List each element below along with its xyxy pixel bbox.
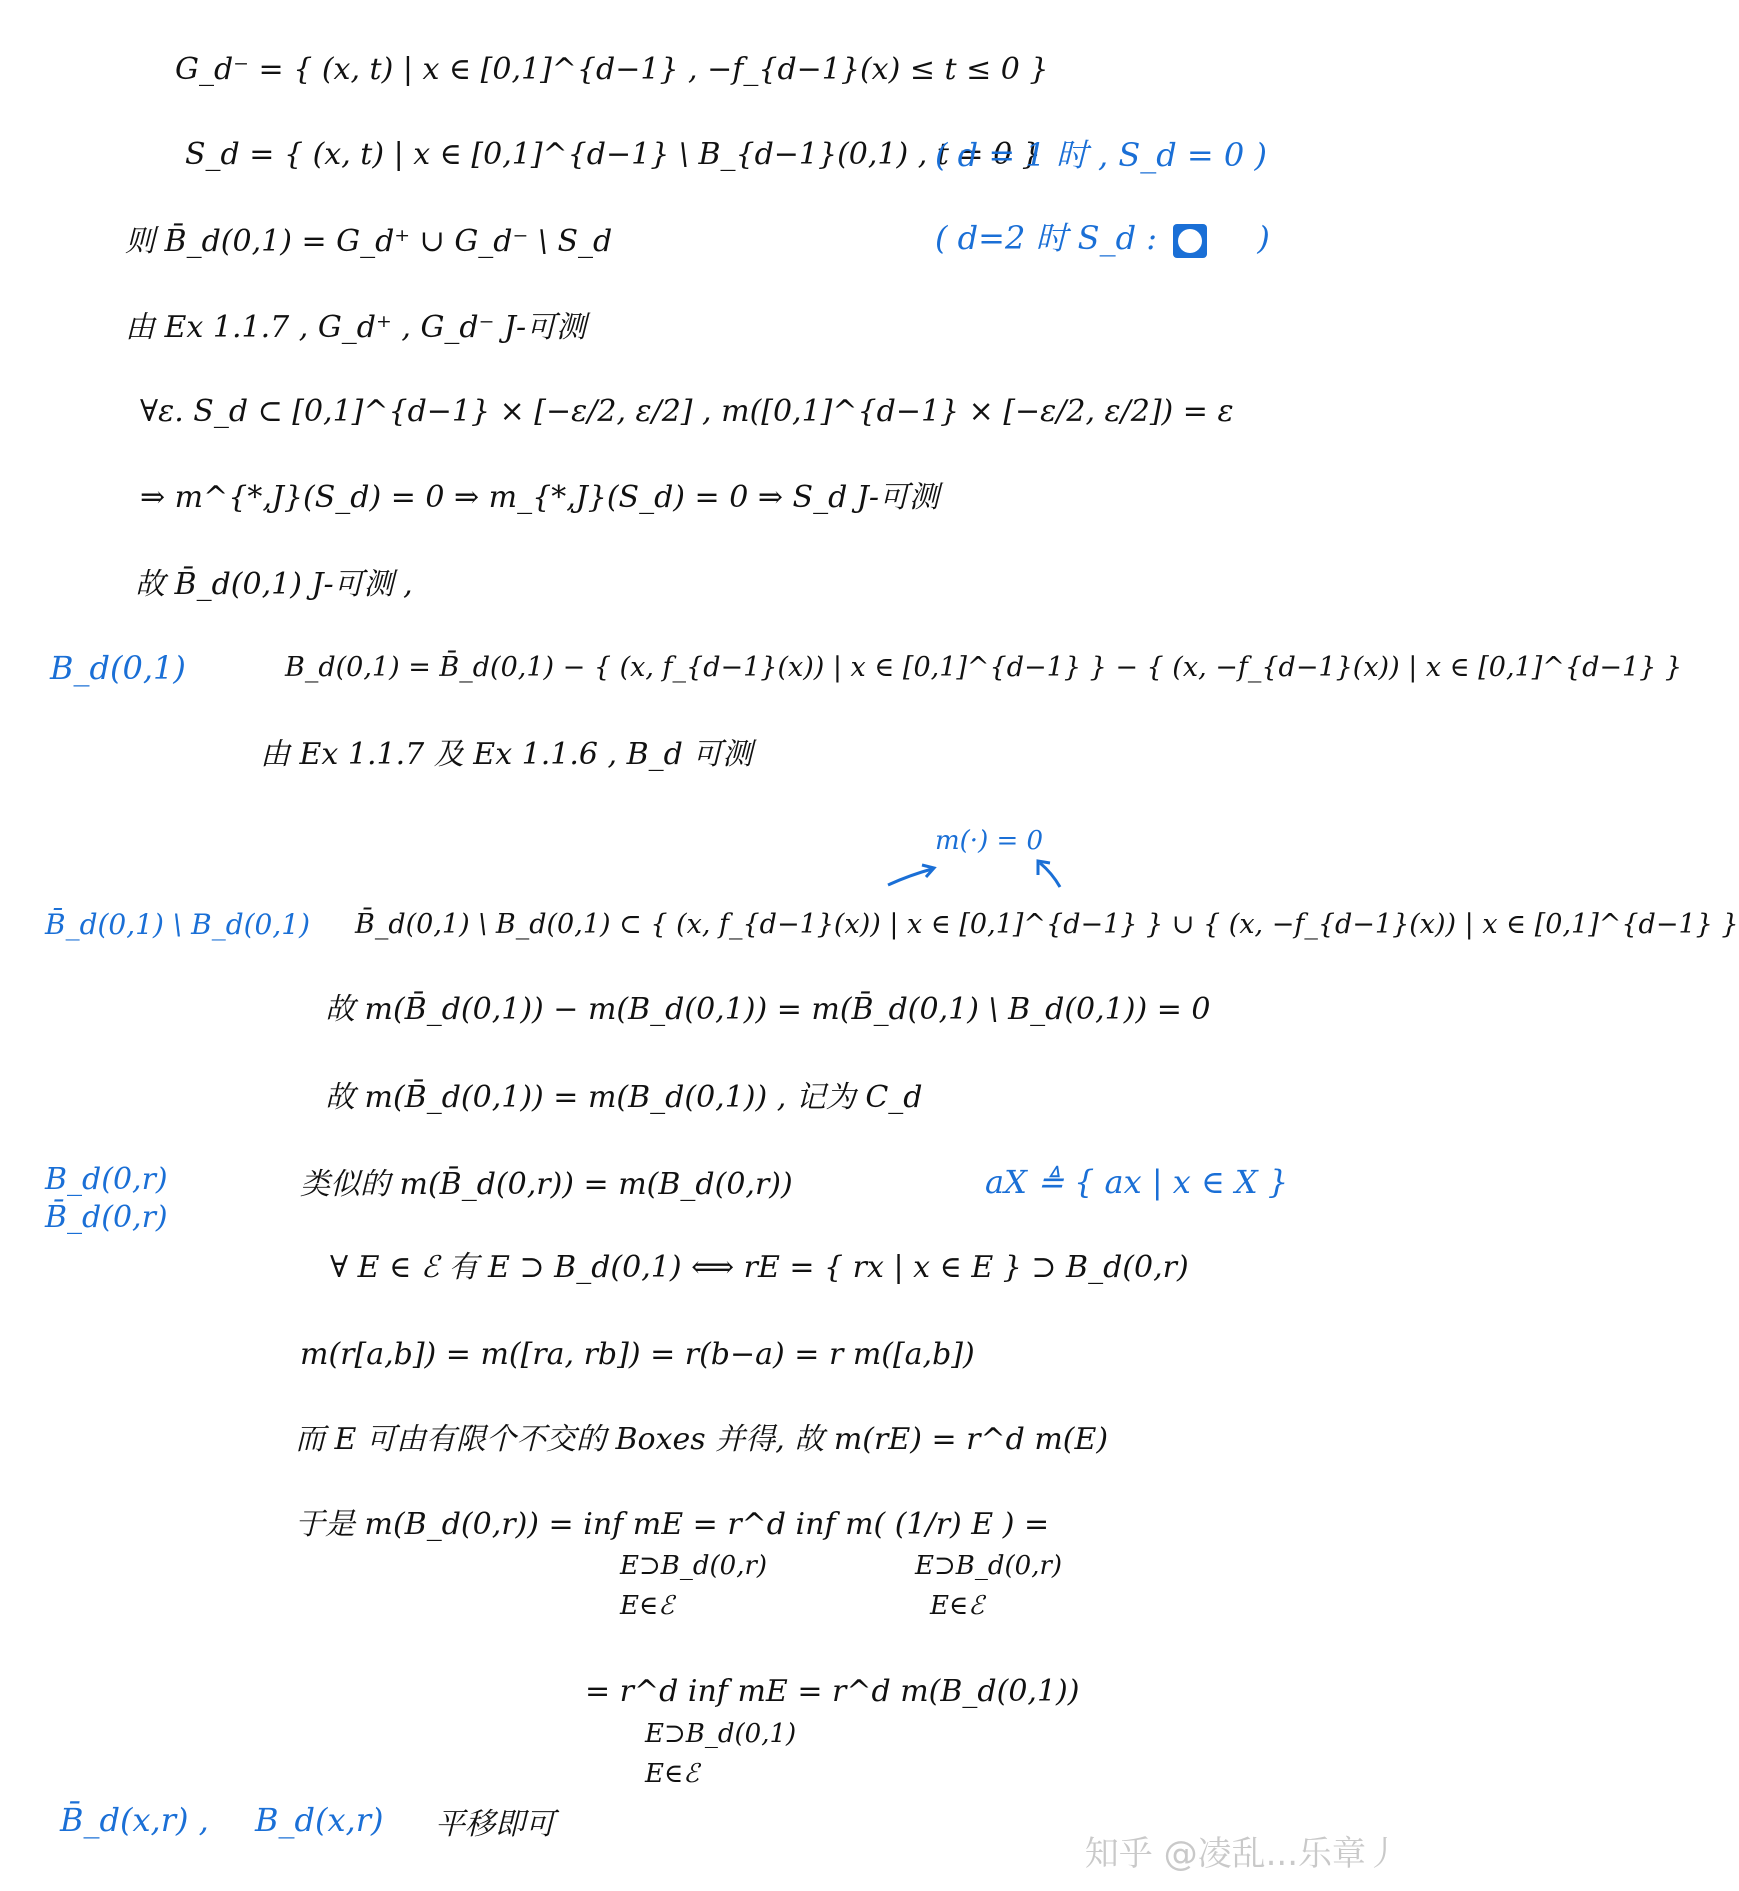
inf-2-class: E∈ℰ	[930, 1591, 984, 1621]
inf-computation-1: 于是 m(B_d(0,r)) = inf mE = r^d inf m( (1/r) E ) =	[295, 1507, 1050, 1542]
note-d2-text: ( d=2 时 S_d :	[935, 219, 1158, 257]
note-difference: B̄_d(0,1) \ B_d(0,1)	[45, 908, 310, 941]
closure-measurable: 故 B̄_d(0,1) J-可测 ,	[135, 567, 413, 602]
note-d2	[935, 218, 1270, 258]
inf-computation-2: = r^d inf mE = r^d m(B_d(0,1))	[585, 1674, 1080, 1709]
def-g-minus: G_d⁻ = { (x, t) | x ∈ [0,1]^{d−1} , −f_{d−1}(x) ≤ t ≤ 0 }	[175, 52, 1049, 87]
note-d2-close: )	[1257, 219, 1270, 257]
note-closed-ball-x: B̄_d(x,r) ,	[60, 1801, 209, 1839]
open-ball-formula: B_d(0,1) = B̄_d(0,1) − { (x, f_{d−1}(x)) | x ∈ [0,1]^{d−1} } − { (x, −f_{d−1}(x)) | x ∈ [0,1]^{d−1} }	[285, 652, 1683, 683]
note-ball-x: B_d(x,r)	[255, 1801, 384, 1839]
note-closed-ball-r: B̄_d(0,r)	[45, 1200, 168, 1235]
zhihu-watermark: 知乎 @凌乱...乐章丿	[1084, 1834, 1400, 1874]
inf-3-class: E∈ℰ	[645, 1759, 699, 1789]
inf-2-condition: E⊃B_d(0,r)	[915, 1551, 1063, 1581]
inf-3-condition: E⊃B_d(0,1)	[645, 1719, 797, 1749]
difference-inclusion: B̄_d(0,1) \ B_d(0,1) ⊂ { (x, f_{d−1}(x)) | x ∈ [0,1]^{d−1} } ∪ { (x, −f_{d−1}(x)) | x ∈ [0,1]^{d−1} }	[355, 909, 1739, 940]
translation-statement: 平移即可	[435, 1807, 555, 1842]
similar-statement: 类似的 m(B̄_d(0,r)) = m(B_d(0,r))	[300, 1167, 793, 1202]
note-d1: ( d = 1 时 , S_d = 0 )	[935, 136, 1267, 174]
def-s-d: S_d = { (x, t) | x ∈ [0,1]^{d−1} \ B_{d−1}(0,1) , t = 0 }	[185, 137, 1041, 172]
closure-decomposition: 则 B̄_d(0,1) = G_d⁺ ∪ G_d⁻ \ S_d	[125, 224, 613, 259]
measure-difference: 故 m(B̄_d(0,1)) − m(B_d(0,1)) = m(B̄_d(0,1) \ B_d(0,1)) = 0	[325, 992, 1211, 1027]
epsilon-cover: ∀ε. S_d ⊂ [0,1]^{d−1} × [−ε/2, ε/2] , m([0,1]^{d−1} × [−ε/2, ε/2]) = ε	[140, 394, 1234, 429]
disk-square-icon	[1173, 224, 1207, 258]
by-ex-117: 由 Ex 1.1.7 , G_d⁺ , G_d⁻ J-可测	[125, 310, 587, 345]
elementary-cover-equivalence: ∀ E ∈ ℰ 有 E ⊃ B_d(0,1) ⟺ rE = { rx | x ∈ E } ⊃ B_d(0,r)	[330, 1250, 1189, 1285]
note-scaled-set: aX ≜ { ax | x ∈ X }	[985, 1163, 1289, 1201]
inf-1-class: E∈ℰ	[620, 1591, 674, 1621]
annotation-arrows	[880, 845, 1070, 895]
box-scaling: m(r[a,b]) = m([ra, rb]) = r(b−a) = r m([a,b])	[300, 1337, 975, 1372]
define-cd: 故 m(B̄_d(0,1)) = m(B_d(0,1)) , 记为 C_d	[325, 1080, 923, 1115]
note-measure-zero: m(·) = 0	[935, 826, 1044, 856]
note-ball-r: B_d(0,r)	[45, 1162, 168, 1197]
jordan-measure-zero: ⇒ m^{*,J}(S_d) = 0 ⇒ m_{*,J}(S_d) = 0 ⇒ S_d J-可测	[140, 480, 939, 515]
open-ball-measurable: 由 Ex 1.1.7 及 Ex 1.1.6 , B_d 可测	[260, 737, 753, 772]
inf-1-condition: E⊃B_d(0,r)	[620, 1551, 768, 1581]
note-open-ball: B_d(0,1)	[50, 649, 186, 687]
elementary-scaling: 而 E 可由有限个不交的 Boxes 并得, 故 m(rE) = r^d m(E)	[295, 1422, 1109, 1457]
